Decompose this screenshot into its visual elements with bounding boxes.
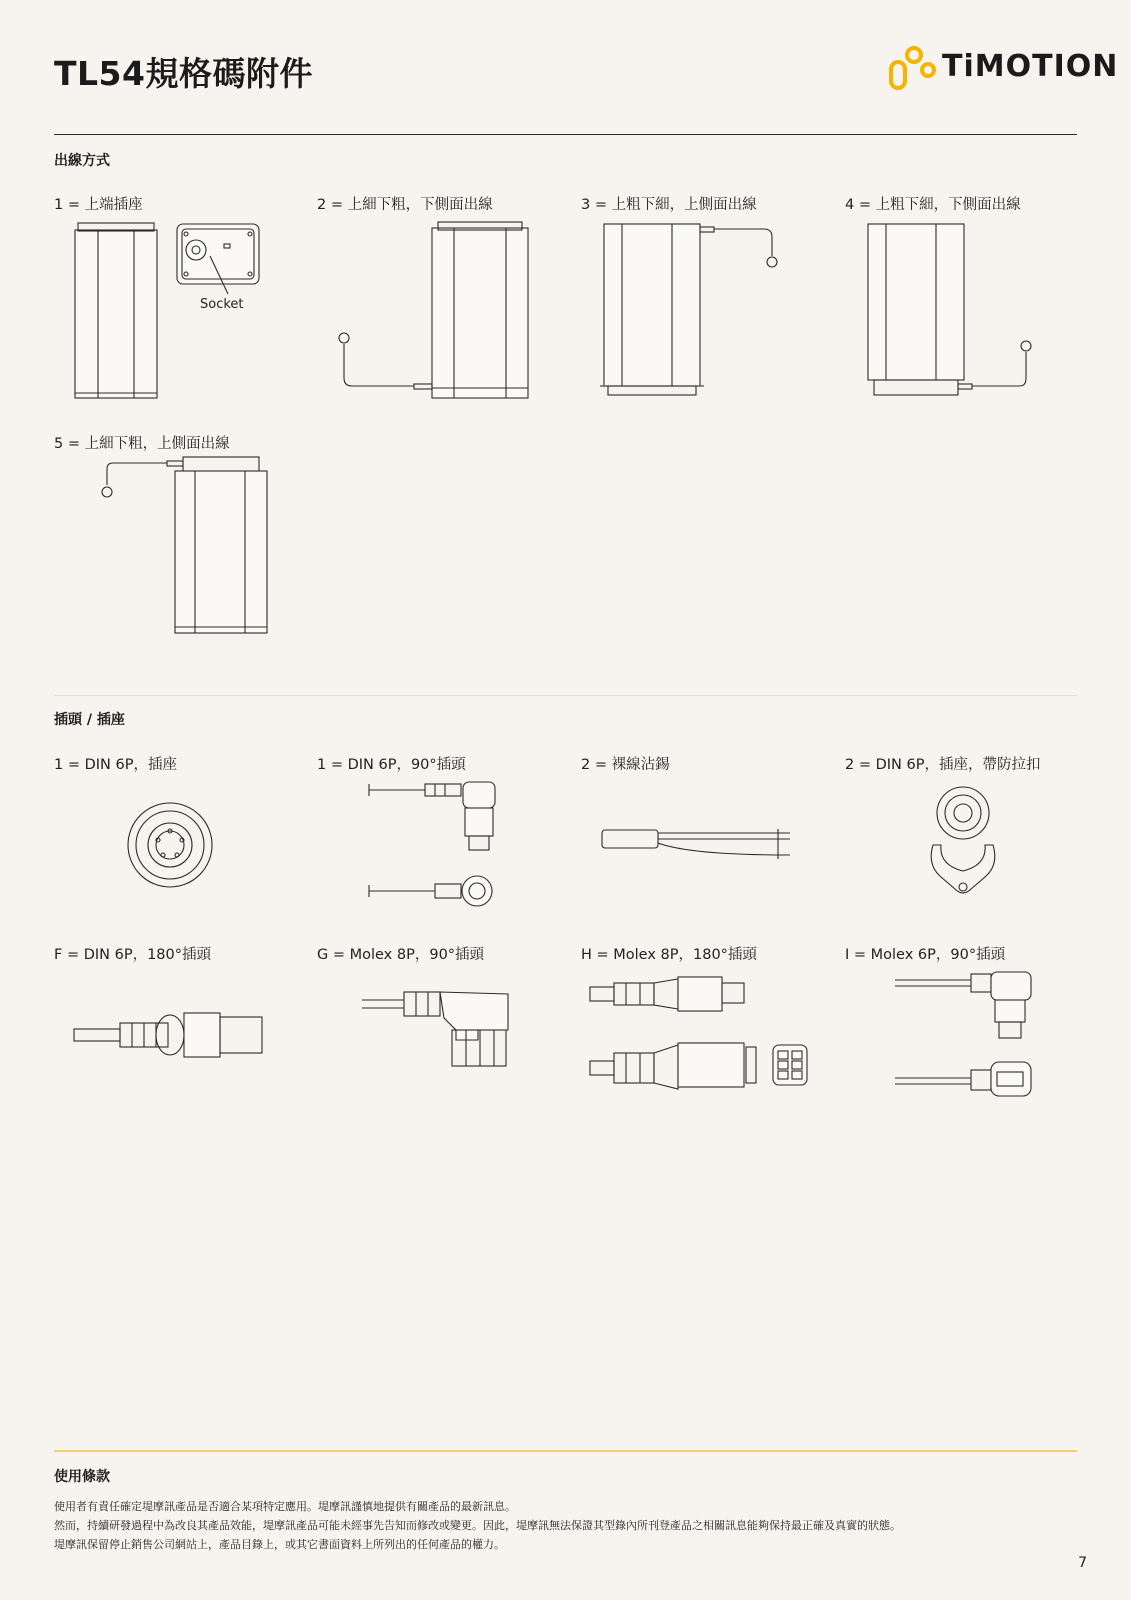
- cable-exit-heading: 出線方式: [54, 153, 110, 169]
- molex-8p-90-plug-drawing: [358, 990, 518, 1080]
- column-top-socket-drawing: [70, 218, 280, 403]
- plug-option-1-90: 1 = DIN 6P，90°插頭: [317, 757, 466, 773]
- header-divider: [54, 134, 1077, 135]
- cable-exit-option-4: 4 = 上粗下細，下側面出線: [845, 197, 1021, 213]
- molex-8p-180-plug-drawing: [588, 975, 818, 1090]
- page-title: TL54規格碼附件: [54, 54, 313, 93]
- terms-divider: [54, 1450, 1077, 1452]
- page-number: 7: [1078, 1555, 1087, 1571]
- section-divider: [54, 695, 1077, 696]
- cable-exit-option-5: 5 = 上細下粗，上側面出線: [54, 436, 230, 452]
- plug-option-2-tinned: 2 = 裸線沾錫: [581, 757, 670, 773]
- tinned-wire-drawing: [600, 825, 800, 865]
- plug-option-g: G = Molex 8P，90°插頭: [317, 947, 485, 963]
- plug-option-1-socket: 1 = DIN 6P，插座: [54, 757, 177, 773]
- terms-line-3: 堤摩訊保留停止銷售公司網站上，產品目錄上，或其它書面資料上所列出的任何產品的權力。: [54, 1538, 505, 1551]
- molex-6p-90-plug-drawing: [893, 970, 1043, 1100]
- terms-text: [54, 1497, 901, 1554]
- plug-option-f: F = DIN 6P，180°插頭: [54, 947, 212, 963]
- cable-exit-option-1: 1 = 上端插座: [54, 197, 143, 213]
- logo-rings-icon: [888, 44, 940, 94]
- plug-option-h: H = Molex 8P，180°插頭: [581, 947, 757, 963]
- column-bottom-side-exit-drawing: [330, 218, 540, 403]
- column-top-side-exit-drawing-2: [95, 455, 285, 640]
- cable-exit-option-2: 2 = 上細下粗，下側面出線: [317, 197, 493, 213]
- column-bottom-side-exit-drawing-2: [860, 218, 1070, 403]
- terms-heading: 使用條款: [54, 1469, 110, 1485]
- plug-option-2-strain: 2 = DIN 6P，插座，帶防拉扣: [845, 757, 1041, 773]
- logo-text: TiMOTION: [942, 49, 1119, 84]
- socket-note: Socket: [200, 297, 244, 312]
- terms-line-2: 然而，持續研發過程中為改良其產品效能，堤摩訊產品可能未經事先告知而修改或變更。因此，堤摩訊無法保證其型錄內所刊登產品之相關訊息能夠保持最正確及真實的狀態。: [54, 1519, 901, 1532]
- din-90-plug-drawing: [365, 780, 515, 915]
- plug-option-i: I = Molex 6P，90°插頭: [845, 947, 1006, 963]
- timotion-logo: [888, 44, 1119, 94]
- din-socket-strain-relief-drawing: [925, 785, 1005, 915]
- cable-exit-option-3: 3 = 上粗下細，上側面出線: [581, 197, 757, 213]
- din-180-plug-drawing: [72, 1005, 272, 1065]
- terms-line-1: 使用者有責任確定堤摩訊產品是否適合某項特定應用。堤摩訊謹慎地提供有關產品的最新訊息。: [54, 1500, 516, 1513]
- din-socket-drawing: [125, 800, 225, 900]
- column-top-side-exit-drawing: [596, 218, 806, 403]
- plug-socket-heading: 插頭 / 插座: [54, 712, 125, 728]
